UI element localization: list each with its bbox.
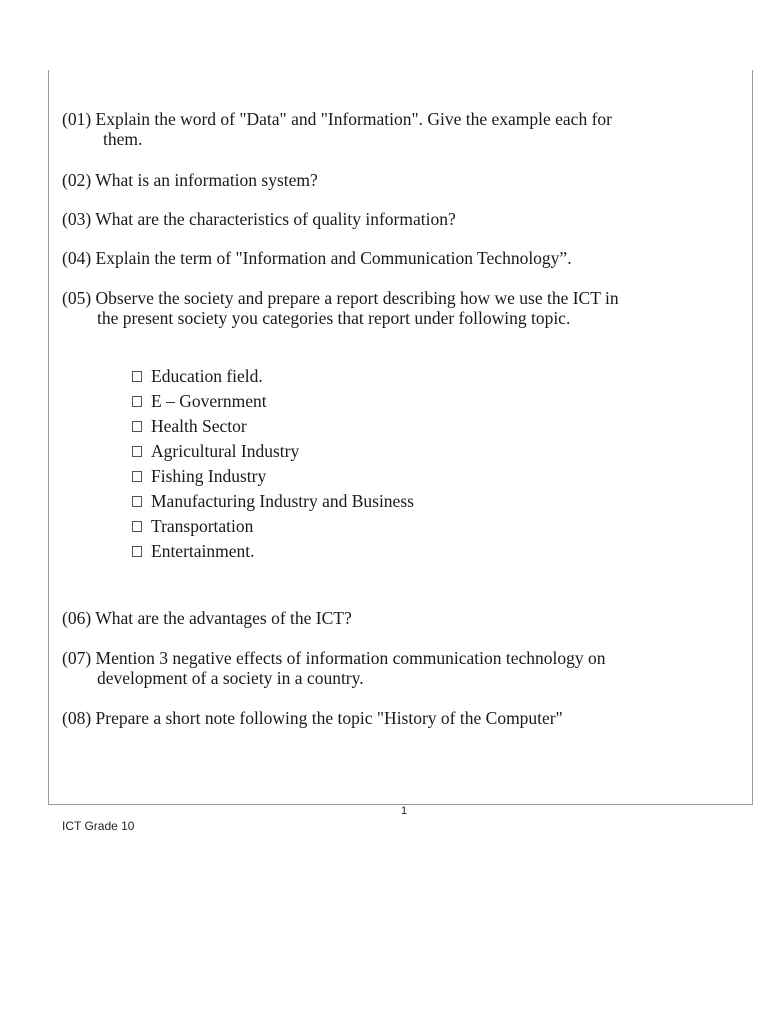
list-item	[132, 516, 414, 541]
page-number: 1	[401, 805, 408, 817]
topic-label: Transportation	[151, 516, 254, 536]
topic-label: Health Sector	[151, 416, 247, 436]
question-07	[62, 648, 732, 688]
question-05	[62, 288, 732, 328]
question-06	[62, 608, 732, 628]
question-01-line2: them.	[103, 129, 143, 149]
checkbox-icon	[132, 446, 142, 457]
topic-list	[132, 366, 414, 566]
checkbox-icon	[132, 521, 142, 532]
question-03-line1: (03) What are the characteristics of quality information?	[62, 209, 456, 229]
list-item	[132, 416, 414, 441]
checkbox-icon	[132, 421, 142, 432]
question-02	[62, 170, 732, 190]
checkbox-icon	[132, 396, 142, 407]
checkbox-icon	[132, 496, 142, 507]
question-06-line1: (06) What are the advantages of the ICT?	[62, 608, 352, 628]
footer-text: ICT Grade 10	[62, 819, 135, 833]
question-01-line1: (01) Explain the word of "Data" and "Information". Give the example each for	[62, 109, 612, 129]
question-08	[62, 708, 732, 728]
list-item	[132, 541, 414, 566]
question-05-line2: the present society you categories that report under following topic.	[97, 308, 571, 328]
question-04	[62, 248, 732, 268]
checkbox-icon	[132, 371, 142, 382]
topic-label: Fishing Industry	[151, 466, 267, 486]
checkbox-icon	[132, 471, 142, 482]
topic-label: E – Government	[151, 391, 267, 411]
question-07-line1: (07) Mention 3 negative effects of information communication technology on	[62, 648, 606, 668]
checkbox-icon	[132, 546, 142, 557]
question-05-line1: (05) Observe the society and prepare a report describing how we use the ICT in	[62, 288, 619, 308]
question-07-line2: development of a society in a country.	[97, 668, 364, 688]
list-item	[132, 466, 414, 491]
topic-label: Manufacturing Industry and Business	[151, 491, 414, 511]
list-item	[132, 391, 414, 416]
question-04-line1: (04) Explain the term of "Information and Communication Technology”.	[62, 248, 572, 268]
list-item	[132, 491, 414, 516]
topic-label: Education field.	[151, 366, 263, 386]
topic-label: Agricultural Industry	[151, 441, 300, 461]
topic-label: Entertainment.	[151, 541, 255, 561]
question-03	[62, 209, 732, 229]
question-02-line1: (02) What is an information system?	[62, 170, 318, 190]
list-item	[132, 366, 414, 391]
list-item	[132, 441, 414, 466]
question-08-line1: (08) Prepare a short note following the topic "History of the Computer"	[62, 708, 563, 728]
question-01	[62, 109, 732, 149]
